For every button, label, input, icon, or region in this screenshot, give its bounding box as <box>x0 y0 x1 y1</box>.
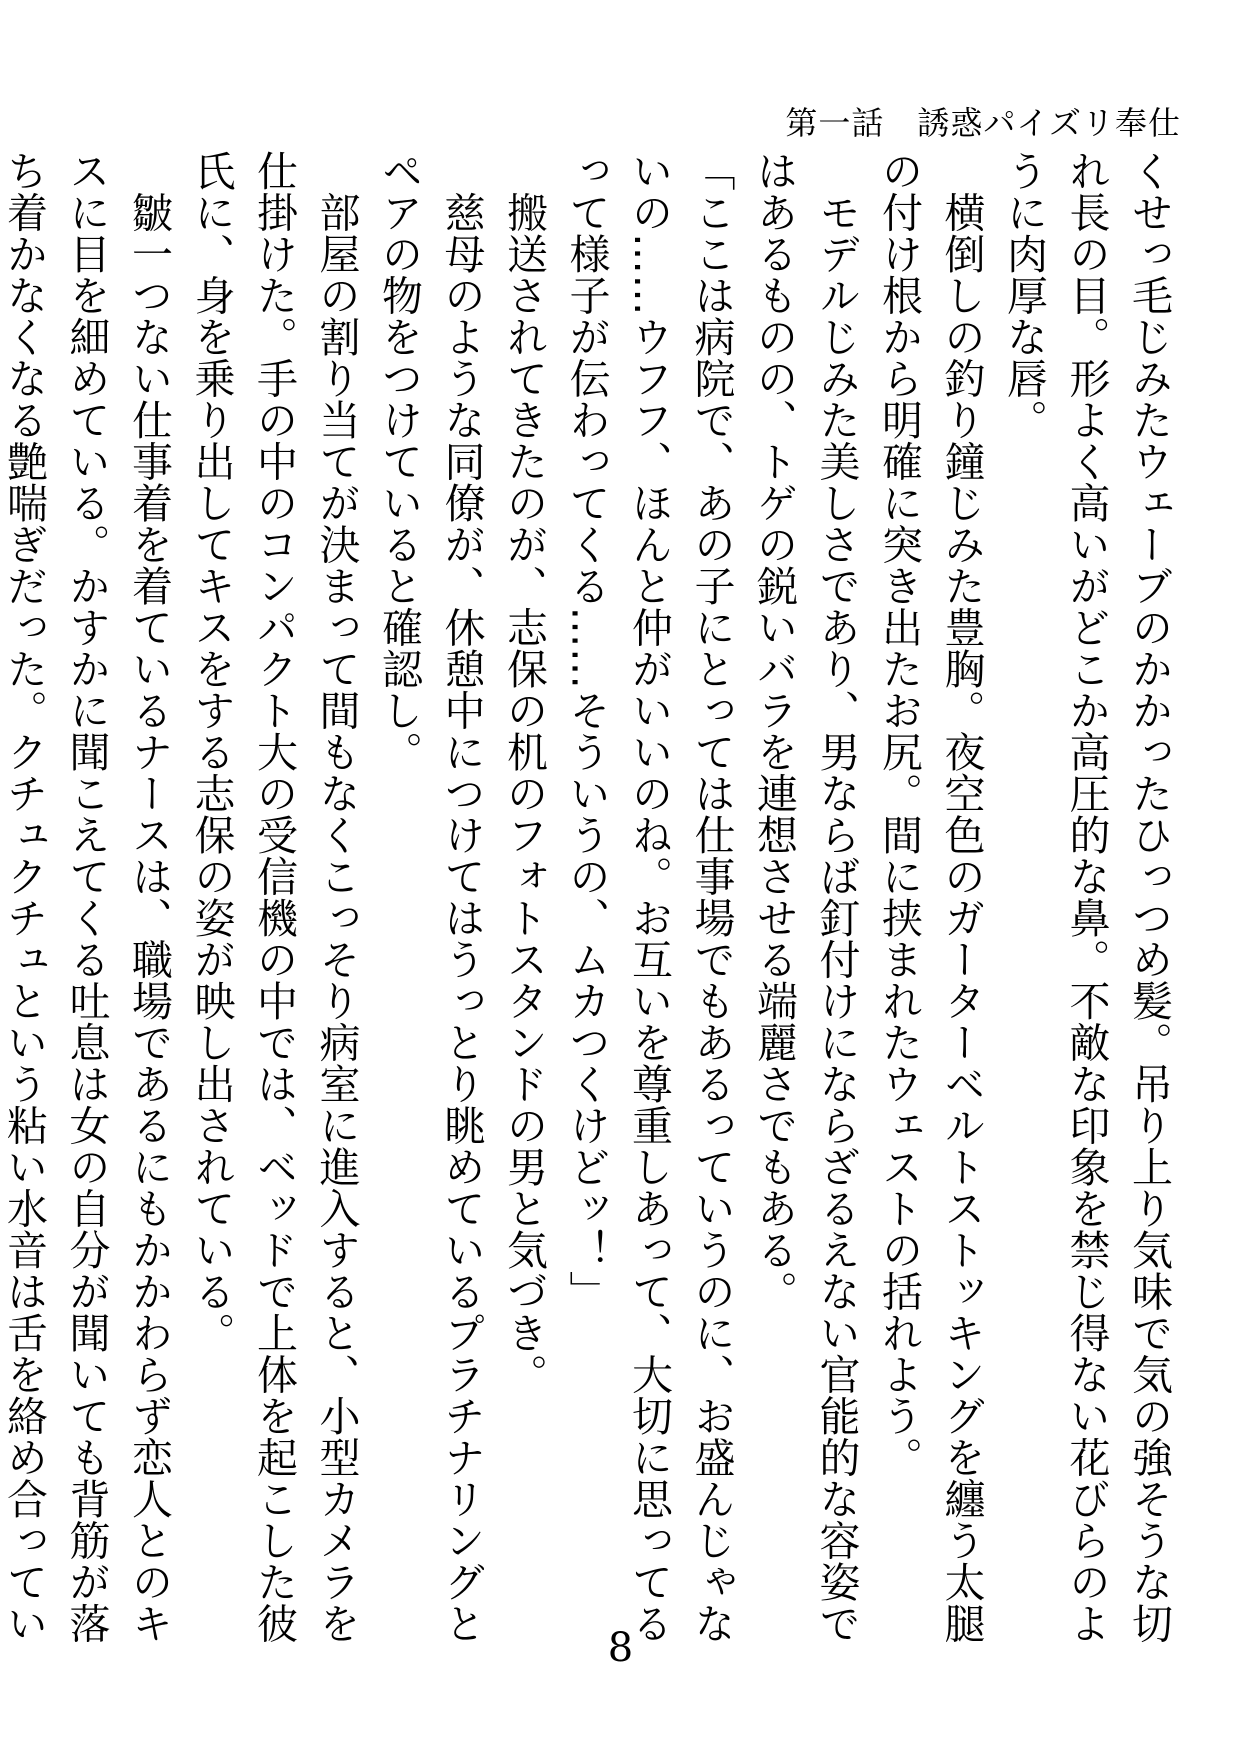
chapter-header: 第一話 誘惑パイズリ奉仕 <box>785 104 1181 142</box>
page-number: 8 <box>607 1625 634 1671</box>
paragraph: 慈母のような同僚が、休憩中につけてはうっとり眺めているプラチナリングとペアの物をつけていると確認し。 <box>375 150 486 1644</box>
paragraph: 搬送されてきたのが、志保の机のフォトスタンドの男と気づき。 <box>500 150 548 1395</box>
paragraph: 皺一つない仕事着を着ているナースは、職場であるにもかかわらず恋人とのキスに目を細めている。かすかに聞こえてくる吐息は女の自分が聞いても背筋が落ち着かなくなる艶喘ぎだった。クチュクチュという粘い水音は舌を絡め合ってい <box>0 150 173 1644</box>
paragraph: モデルじみた美しさであり、男ならば釘付けにならざるえない官能的な容姿ではあるものの、トゲの鋭いバラを連想させる端麗さでもある。 <box>750 150 861 1644</box>
paragraph: くせっ毛じみたウェーブのかかったひっつめ髪。吊り上り気味で気の強そうな切れ長の目。形よく高いがどこか高圧的な鼻。不敵な印象を禁じ得ない花びらのように肉厚な唇。 <box>1000 150 1173 1644</box>
paragraph: 部屋の割り当てが決まって間もなくこっそり病室に進入すると、小型カメラを仕掛けた。手の中のコンパクト大の受信機の中では、ベッドで上体を起こした彼氏に、身を乗り出してキスをする志保の姿が映し出されている。 <box>187 150 361 1644</box>
paragraph: 横倒しの釣り鐘じみた豊胸。夜空色のガーターベルトストッキングを纏う太腿の付け根から明確に突き出たお尻。間に挟まれたウェストの括れよう。 <box>875 150 986 1644</box>
body-text <box>0 150 1180 1660</box>
dialogue-paragraph: 「ここは病院で、あの子にとっては仕事場でもあるっていうのに、お盛んじゃないの……ウフフ、ほんと仲がいいのね。お互いを尊重しあって、大切に思ってるって様子が伝わってくる……そういうの、ムカつくけどッ！」 <box>562 150 736 1644</box>
